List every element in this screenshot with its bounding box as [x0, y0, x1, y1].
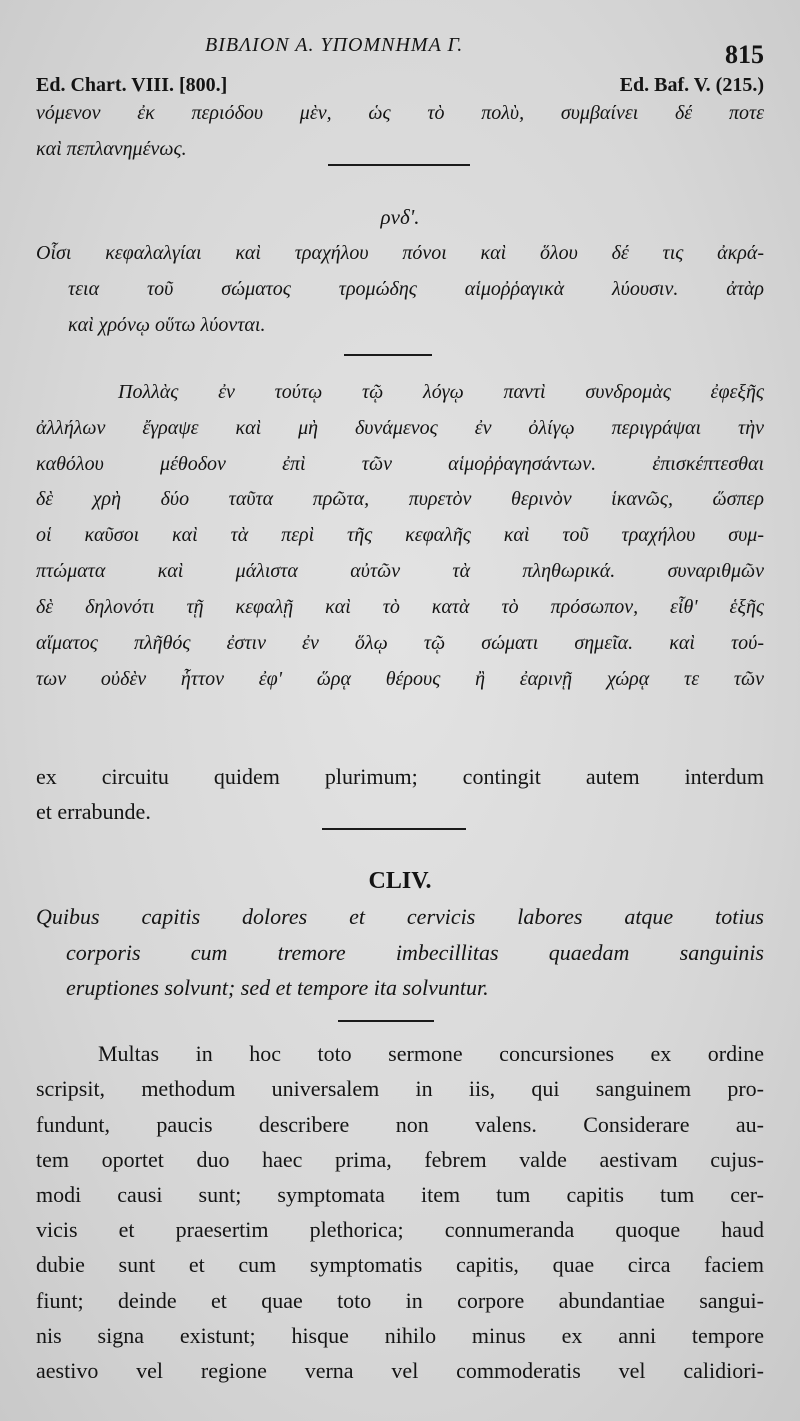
- page-number: 815: [725, 40, 764, 69]
- latin-commentary-line: nis signa existunt; hisque nihilo minus ex anni tempore: [36, 1323, 764, 1348]
- section-divider: [338, 1020, 434, 1022]
- greek-commentary-line: δὲ δηλονότι τῇ κεφαλῇ καὶ τὸ κατὰ τὸ πρόσωπον, εἶθ' ἑξῆς: [36, 596, 764, 618]
- section-divider: [344, 354, 432, 356]
- greek-commentary-line: αἵματος πλῆθός ἐστιν ἐν ὅλῳ τῷ σώματι σημεῖα. καὶ τού-: [36, 632, 764, 654]
- greek-commentary-line: των οὐδὲν ἧττον ἐφ' ὥρᾳ θέρους ἢ ἐαρινῇ χώρᾳ τε τῶν: [36, 668, 764, 690]
- running-title: ΒΙΒΛΙΟΝ Α. ΥΠΟΜΝΗΜΑ Γ.: [205, 34, 464, 56]
- edition-reference-chartier: Ed. Chart. VIII. [800.]: [36, 74, 228, 96]
- greek-commentary-line: ἀλλήλων ἔγραψε καὶ μὴ δυνάμενος ἐν ὀλίγῳ περιγράψαι τὴν: [36, 417, 764, 439]
- section-divider: [328, 164, 470, 166]
- latin-commentary-line: vicis et praesertim plethorica; connumeranda quoque haud: [36, 1217, 764, 1242]
- latin-commentary-line: fiunt; deinde et quae toto in corpore abundantiae sangui-: [36, 1288, 764, 1313]
- greek-aphorism-line: καὶ χρόνῳ οὕτω λύονται.: [68, 314, 266, 336]
- latin-commentary-line: aestivo vel regione verna vel commoderatis vel calidiori-: [36, 1358, 764, 1383]
- greek-commentary-line: πτώματα καὶ μάλιστα αὐτῶν τὰ πληθωρικά. συναριθμῶν: [36, 560, 764, 582]
- latin-commentary-line: scripsit, methodum universalem in iis, qui sanguinem pro-: [36, 1076, 764, 1101]
- latin-commentary-line: modi causi sunt; symptomata item tum capitis tum cer-: [36, 1182, 764, 1207]
- latin-aphorism-line: Quibus capitis dolores et cervicis labores atque totius: [36, 904, 764, 929]
- greek-commentary-line: δὲ χρὴ δύο ταῦτα πρῶτα, πυρετὸν θερινὸν ἱκανῶς, ὥσπερ: [36, 488, 764, 510]
- latin-aphorism-line: eruptiones solvunt; sed et tempore ita solvuntur.: [66, 975, 489, 1000]
- latin-intro-line: et errabunde.: [36, 799, 151, 824]
- latin-intro-line: ex circuitu quidem plurimum; contingit autem interdum: [36, 764, 764, 789]
- greek-aphorism-line: τεια τοῦ σώματος τρομώδης αἱμοῤῥαγικὰ λύουσιν. ἀτὰρ: [68, 278, 764, 300]
- section-divider: [322, 828, 466, 830]
- edition-reference-basel: Ed. Baf. V. (215.): [619, 74, 764, 96]
- latin-aphorism-line: corporis cum tremore imbecillitas quaedam sanguinis: [66, 940, 764, 965]
- greek-aphorism-line: Οἷσι κεφαλαλγίαι καὶ τραχήλου πόνοι καὶ ὅλου δέ τις ἀκρά-: [36, 242, 764, 264]
- latin-commentary-line: tem oportet duo haec prima, febrem valde aestivam cujus-: [36, 1147, 764, 1172]
- latin-commentary-line: Multas in hoc toto sermone concursiones ex ordine: [98, 1041, 764, 1066]
- greek-commentary-line: Πολλὰς ἐν τούτῳ τῷ λόγῳ παντὶ συνδρομὰς ἐφεξῆς: [118, 381, 764, 403]
- greek-intro-line: καὶ πεπλανημένως.: [36, 138, 187, 160]
- latin-commentary-line: fundunt, paucis describere non valens. Considerare au-: [36, 1112, 764, 1137]
- greek-commentary-line: οἱ καῦσοι καὶ τὰ περὶ τῆς κεφαλῆς καὶ τοῦ τραχήλου συμ-: [36, 524, 764, 546]
- latin-commentary-line: dubie sunt et cum symptomatis capitis, quae circa faciem: [36, 1252, 764, 1277]
- greek-commentary-line: καθόλου μέθοδον ἐπὶ τῶν αἱμοῤῥαγησάντων. ἐπισκέπτεσθαι: [36, 453, 764, 475]
- greek-section-number: ρνδ'.: [380, 205, 420, 229]
- greek-intro-line: νόμενον ἐκ περιόδου μὲν, ὡς τὸ πολὺ, συμβαίνει δέ ποτε: [36, 102, 764, 124]
- latin-section-number: CLIV.: [368, 868, 432, 894]
